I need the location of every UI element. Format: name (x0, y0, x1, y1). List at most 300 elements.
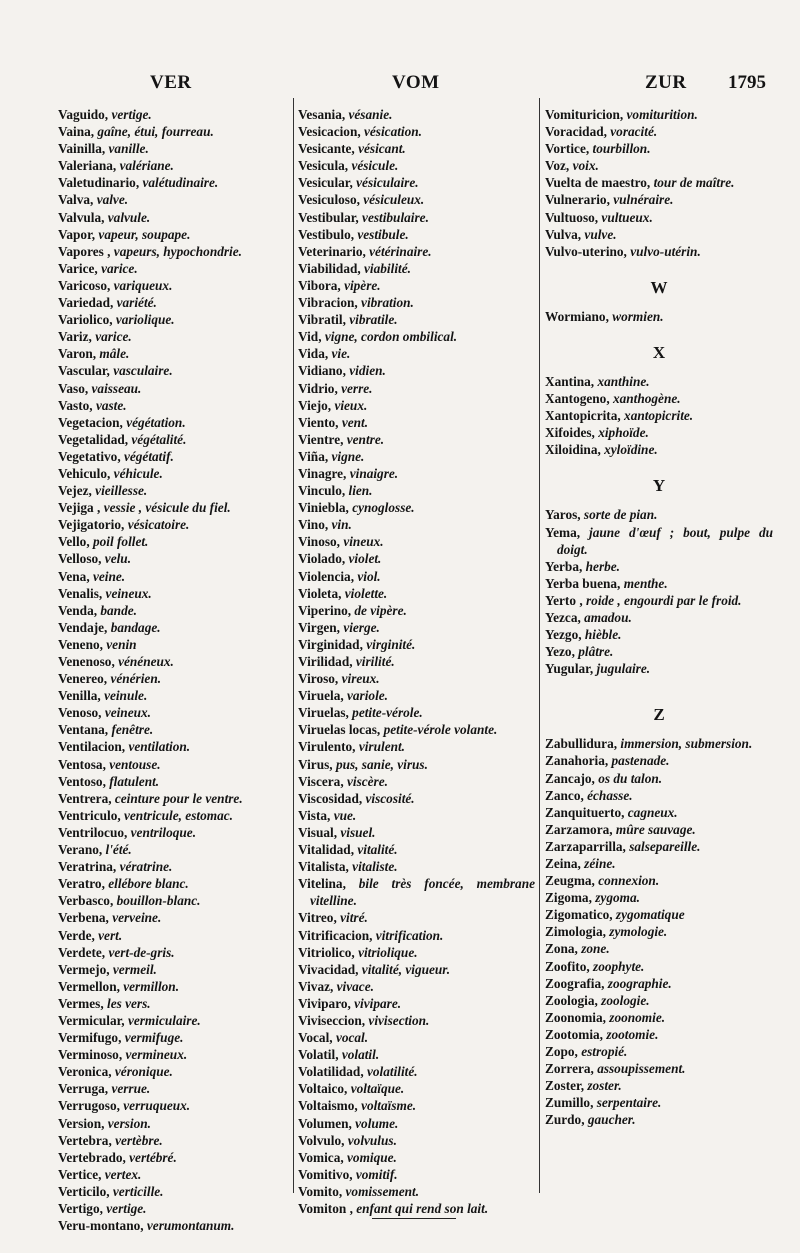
spanish-headword: Vitelina, (298, 876, 346, 892)
dictionary-entry (58, 875, 290, 892)
spanish-headword: Vista, (298, 807, 331, 823)
french-translation: vigne, cordon ombilical. (324, 329, 458, 345)
french-translation: varice. (95, 329, 132, 345)
spanish-headword: Vomituricion, (545, 107, 624, 122)
spanish-headword: Voracidad, (545, 124, 607, 140)
entry-group-z (545, 735, 773, 1128)
french-translation: vertèbre. (115, 1132, 163, 1148)
dictionary-entry (58, 636, 290, 653)
dictionary-entry (58, 328, 290, 345)
spanish-headword: Viscera, (298, 773, 344, 789)
dictionary-entry (545, 992, 773, 1009)
spanish-headword: Vendaje, (58, 619, 108, 635)
dictionary-entry (298, 721, 535, 738)
dictionary-entry (58, 106, 290, 123)
dictionary-entry (298, 277, 535, 294)
dictionary-entry (298, 619, 535, 636)
header-left-guideword: VER (150, 72, 192, 93)
spanish-headword: Veterinario, (298, 243, 366, 259)
french-translation: verruqueux. (123, 1098, 191, 1114)
french-translation: zoster. (587, 1078, 622, 1094)
french-translation: zymologie. (609, 924, 668, 940)
dictionary-entry (58, 1183, 290, 1200)
spanish-headword: Yerto , (545, 592, 583, 608)
spanish-headword: Zanco, (545, 787, 584, 803)
dictionary-entry (298, 858, 535, 875)
french-translation: zoonomie. (609, 1009, 666, 1025)
spanish-headword: Vivaz, (298, 978, 334, 994)
french-translation: vitriolique. (358, 944, 418, 960)
french-translation: ventouse. (109, 756, 161, 772)
french-translation: voracité. (610, 124, 658, 140)
dictionary-entry (298, 1029, 535, 1046)
french-translation: variqueux. (113, 277, 173, 293)
dictionary-entry (298, 1200, 535, 1217)
dictionary-entry (298, 704, 535, 721)
spanish-headword: Virus, (298, 756, 333, 772)
spanish-headword: Vitreo, (298, 910, 337, 926)
french-translation: mûre sauvage. (615, 821, 696, 837)
spanish-headword: Vitriolico, (298, 944, 355, 960)
dictionary-entry (58, 1149, 290, 1166)
spanish-headword: Verbena, (58, 910, 109, 926)
french-translation: zéine. (584, 856, 616, 871)
dictionary-entry (298, 1080, 535, 1097)
dictionary-entry (298, 585, 535, 602)
dictionary-entry (545, 1077, 773, 1094)
dictionary-entry (545, 390, 773, 407)
dictionary-entry (58, 961, 290, 978)
french-translation: vésiculaire. (356, 175, 419, 191)
dictionary-entry (58, 397, 290, 414)
french-translation: zoophyte. (593, 958, 645, 974)
dictionary-entry (298, 516, 535, 533)
dictionary-entry (298, 243, 535, 260)
dictionary-entry (298, 568, 535, 585)
dictionary-entry (545, 940, 773, 957)
running-header (0, 72, 800, 102)
dictionary-entry (58, 824, 290, 841)
dictionary-entry (58, 841, 290, 858)
french-translation: voltaïque. (350, 1081, 405, 1097)
spanish-headword: Xiloidina, (545, 442, 601, 458)
french-translation: cagneux. (627, 804, 678, 820)
spanish-headword: Vasto, (58, 397, 93, 413)
spanish-headword: Vaina, (58, 124, 95, 140)
dictionary-entry (545, 855, 773, 872)
french-translation: vésanie. (348, 107, 393, 122)
spanish-headword: Zeugma, (545, 873, 595, 889)
french-translation: gaîne, étui, fourreau. (97, 124, 214, 140)
dictionary-entry (298, 670, 535, 687)
dictionary-entry (58, 1217, 290, 1234)
dictionary-entry (58, 294, 290, 311)
section-heading-y: Y (652, 476, 666, 496)
spanish-headword: Verrugoso, (58, 1098, 120, 1114)
spanish-headword: Volatilidad, (298, 1064, 364, 1080)
french-translation: veinule. (104, 688, 148, 704)
french-translation: verticille. (112, 1183, 164, 1199)
dictionary-entry (58, 909, 290, 926)
french-translation: ventriloque. (130, 824, 197, 840)
french-translation: vaisseau. (91, 380, 142, 396)
french-translation: vasculaire. (113, 363, 173, 379)
dictionary-entry (298, 841, 535, 858)
dictionary-entry (298, 397, 535, 414)
french-translation: vitaliste. (352, 859, 398, 875)
french-translation: véronique. (114, 1064, 173, 1080)
dictionary-entry (298, 362, 535, 379)
french-translation: vaste. (95, 397, 127, 413)
dictionary-entry (298, 1063, 535, 1080)
spanish-headword: Vultuoso, (545, 209, 599, 225)
french-translation: véhicule. (113, 465, 163, 481)
spanish-headword: Viviseccion, (298, 1012, 366, 1028)
dictionary-entry (545, 906, 773, 923)
dictionary-entry (298, 414, 535, 431)
spanish-headword: Vinculo, (298, 483, 346, 499)
spanish-headword: Vesicante, (298, 141, 355, 157)
french-translation: venin (106, 636, 137, 652)
dictionary-column-3 (545, 106, 773, 1129)
spanish-headword: Vaguido, (58, 107, 109, 122)
dictionary-entry (298, 550, 535, 567)
spanish-headword: Vid, (298, 329, 322, 345)
spanish-headword: Vermes, (58, 995, 104, 1011)
dictionary-entry (58, 585, 290, 602)
dictionary-entry (545, 226, 773, 243)
spanish-headword: Vomica, (298, 1149, 344, 1165)
dictionary-entry (545, 558, 773, 575)
spanish-headword: Ventosa, (58, 756, 106, 772)
french-translation: violet. (348, 551, 382, 567)
spanish-headword: Vidiano, (298, 363, 346, 379)
french-translation: vertex. (104, 1166, 142, 1182)
french-translation: vivipare. (354, 995, 402, 1011)
spanish-headword: Veratrina, (58, 859, 117, 875)
dictionary-entry (545, 209, 773, 226)
spanish-headword: Volumen, (298, 1115, 352, 1131)
french-translation: vertige. (111, 107, 152, 122)
dictionary-entry (58, 499, 290, 516)
french-translation: vultueux. (601, 209, 653, 225)
spanish-headword: Venda, (58, 602, 98, 618)
french-translation: variété. (116, 295, 157, 311)
french-translation: pastenade. (611, 753, 670, 769)
french-translation: pus, sanie, virus. (335, 756, 428, 772)
spanish-headword: Vitalidad, (298, 842, 355, 858)
dictionary-entry (545, 424, 773, 441)
dictionary-entry (58, 191, 290, 208)
dictionary-entry (58, 209, 290, 226)
spanish-headword: Ventrera, (58, 790, 112, 806)
dictionary-entry (298, 431, 535, 448)
spanish-headword: Varicoso, (58, 277, 111, 293)
dictionary-entry (545, 889, 773, 906)
dictionary-entry (58, 550, 290, 567)
dictionary-entry (298, 927, 535, 944)
spanish-headword: Verbasco, (58, 893, 114, 909)
dictionary-entry (298, 790, 535, 807)
french-translation: vulve. (584, 226, 617, 242)
french-translation: verre. (341, 380, 373, 396)
spanish-headword: Yezca, (545, 609, 581, 625)
spanish-headword: Vejez, (58, 483, 92, 499)
dictionary-entry (298, 1132, 535, 1149)
french-translation: lien. (348, 483, 373, 499)
french-translation: vibration. (361, 295, 414, 311)
spanish-headword: Vientre, (298, 431, 344, 447)
spanish-headword: Viruelas, (298, 705, 349, 721)
spanish-headword: Zoologia, (545, 992, 598, 1008)
spanish-headword: Vermicular, (58, 1012, 125, 1028)
dictionary-entry (58, 892, 290, 909)
spanish-headword: Valvula, (58, 209, 105, 225)
spanish-headword: Vapores , (58, 243, 111, 259)
french-translation: salsepareille. (629, 838, 701, 854)
spanish-headword: Variolico, (58, 312, 113, 328)
french-translation: vénérien. (110, 671, 162, 687)
spanish-headword: Vertice, (58, 1166, 102, 1182)
french-translation: vésiculeux. (363, 192, 425, 208)
french-translation: volatilité. (366, 1064, 418, 1080)
dictionary-entry (58, 448, 290, 465)
french-translation: veineux. (105, 585, 152, 601)
dictionary-entry (58, 1200, 290, 1217)
french-translation: vulnéraire. (613, 192, 674, 208)
dictionary-entry (298, 311, 535, 328)
french-translation: variole. (347, 688, 388, 704)
dictionary-entry (58, 414, 290, 431)
spanish-headword: Yaros, (545, 507, 581, 523)
dictionary-entry (298, 961, 535, 978)
french-translation: bandage. (110, 619, 161, 635)
french-translation: vestibulaire. (362, 209, 429, 225)
dictionary-entry (545, 821, 773, 838)
dictionary-entry (545, 1026, 773, 1043)
spanish-headword: Zoster, (545, 1078, 585, 1094)
spanish-headword: Venilla, (58, 688, 101, 704)
dictionary-entry (58, 174, 290, 191)
spanish-headword: Viroso, (298, 671, 339, 687)
french-translation: vue. (333, 807, 357, 823)
french-translation: velu. (104, 551, 132, 567)
spanish-headword: Zabullidura, (545, 736, 618, 752)
french-translation: bile très foncée, membrane vitelline. (310, 876, 535, 909)
french-translation: herbe. (585, 558, 620, 574)
dictionary-entry (545, 592, 773, 609)
spanish-headword: Ventrilocuo, (58, 824, 128, 840)
dictionary-entry (58, 140, 290, 157)
french-translation: vomitif. (355, 1166, 398, 1182)
header-middle-guideword: VOM (392, 72, 440, 93)
spanish-headword: Vesicacion, (298, 124, 361, 140)
dictionary-entry (298, 157, 535, 174)
dictionary-entry (298, 533, 535, 550)
dictionary-entry (298, 807, 535, 824)
spanish-headword: Vulva, (545, 226, 582, 242)
spanish-headword: Zeina, (545, 856, 581, 871)
french-translation: vanille. (108, 141, 149, 157)
spanish-headword: Vinagre, (298, 465, 347, 481)
french-translation: vapeur, soupape. (98, 226, 191, 242)
french-translation: vocal. (335, 1030, 369, 1046)
french-translation: zoologie. (601, 992, 650, 1008)
dictionary-entry (545, 609, 773, 626)
dictionary-entry (298, 191, 535, 208)
french-translation: assoupissement. (597, 1061, 686, 1077)
entry-group-v (545, 106, 773, 260)
spanish-headword: Vesiculoso, (298, 192, 360, 208)
dictionary-entry (58, 1046, 290, 1063)
spanish-headword: Viruela, (298, 688, 344, 704)
dictionary-entry (298, 944, 535, 961)
dictionary-entry (58, 157, 290, 174)
french-translation: jaune d'œuf ; bout, pulpe du doigt. (557, 524, 773, 557)
spanish-headword: Ventana, (58, 722, 109, 738)
dictionary-entry (298, 653, 535, 670)
french-translation: vénéneux. (118, 654, 174, 669)
dictionary-entry (545, 524, 773, 558)
spanish-headword: Zimologia, (545, 924, 606, 940)
french-translation: vermeil. (112, 961, 157, 977)
spanish-headword: Vertebrado, (58, 1149, 126, 1165)
spanish-headword: Violado, (298, 551, 346, 567)
dictionary-entry (58, 773, 290, 790)
french-translation: tourbillon. (592, 141, 651, 157)
french-translation: zoographie. (607, 975, 672, 991)
spanish-headword: Violencia, (298, 568, 355, 584)
spanish-headword: Vitrificacion, (298, 927, 373, 943)
spanish-headword: Venenoso, (58, 654, 115, 669)
french-translation: valve. (96, 192, 129, 208)
french-translation: vésicatoire. (127, 517, 190, 533)
french-translation: les vers. (107, 995, 151, 1011)
spanish-headword: Vertebra, (58, 1132, 112, 1148)
spanish-headword: Zumillo, (545, 1095, 594, 1111)
dictionary-entry (545, 752, 773, 769)
spanish-headword: Zoofito, (545, 958, 590, 974)
french-translation: xiphoïde. (598, 425, 649, 441)
spanish-headword: Vibratil, (298, 312, 346, 328)
french-translation: volume. (355, 1115, 399, 1131)
french-translation: valvule. (107, 209, 151, 225)
dictionary-entry (298, 1115, 535, 1132)
french-translation: échasse. (587, 787, 633, 803)
dictionary-entry (298, 773, 535, 790)
french-translation: vin. (331, 517, 352, 533)
dictionary-entry (545, 123, 773, 140)
dictionary-entry (298, 636, 535, 653)
dictionary-entry (545, 506, 773, 523)
french-translation: ventilation. (128, 739, 191, 755)
spanish-headword: Zona, (545, 941, 578, 957)
spanish-headword: Vestibulo, (298, 226, 355, 242)
spanish-headword: Variedad, (58, 295, 114, 311)
dictionary-entry (58, 738, 290, 755)
spanish-headword: Ventoso, (58, 773, 106, 789)
dictionary-entry (545, 838, 773, 855)
french-translation: vitalité. (357, 842, 398, 858)
french-translation: végétalité. (131, 431, 187, 447)
dictionary-entry (58, 533, 290, 550)
spanish-headword: Zigomatico, (545, 907, 613, 923)
french-translation: poil follet. (92, 534, 149, 550)
spanish-headword: Venoso, (58, 705, 102, 721)
spanish-headword: Version, (58, 1115, 105, 1131)
spanish-headword: Vesania, (298, 107, 346, 122)
dictionary-entry (298, 738, 535, 755)
french-translation: enfant qui rend son lait. (356, 1201, 489, 1216)
french-translation: zootomie. (606, 1026, 659, 1042)
spanish-headword: Vomitivo, (298, 1166, 353, 1182)
french-translation: os du talon. (598, 770, 663, 786)
spanish-headword: Varon, (58, 346, 97, 362)
french-translation: vivace. (336, 978, 374, 994)
spanish-headword: Xantogeno, (545, 391, 610, 407)
spanish-headword: Velloso, (58, 551, 102, 567)
french-translation: vératrine. (119, 859, 173, 875)
section-heading-w: W (650, 277, 668, 297)
spanish-headword: Vehiculo, (58, 465, 111, 481)
french-translation: vomique. (347, 1149, 397, 1165)
french-translation: vermiculaire. (127, 1012, 201, 1028)
spanish-headword: Xantopicrita, (545, 408, 621, 424)
spanish-headword: Vermifugo, (58, 1030, 122, 1046)
dictionary-entry (298, 209, 535, 226)
spanish-headword: Varice, (58, 260, 98, 276)
spanish-headword: Vaso, (58, 380, 89, 396)
spanish-headword: Vegetacion, (58, 414, 123, 430)
dictionary-entry (545, 1060, 773, 1077)
french-translation: jugulaire. (596, 661, 651, 677)
french-translation: vitrification. (375, 927, 444, 943)
dictionary-entry (298, 465, 535, 482)
dictionary-entry (58, 516, 290, 533)
french-translation: xanthine. (597, 373, 650, 389)
french-translation: vertébré. (129, 1149, 177, 1165)
spanish-headword: Vinoso, (298, 534, 340, 550)
spanish-headword: Vejiga , (58, 500, 101, 516)
header-right-guideword: ZUR (645, 72, 687, 93)
dictionary-entry (58, 602, 290, 619)
dictionary-entry (545, 975, 773, 992)
dictionary-entry (545, 407, 773, 424)
spanish-headword: Voz, (545, 158, 570, 174)
dictionary-entry (58, 362, 290, 379)
spanish-headword: Viña, (298, 448, 329, 464)
spanish-headword: Yerba buena, (545, 575, 621, 591)
spanish-headword: Vermejo, (58, 961, 110, 977)
french-translation: vibratile. (349, 312, 398, 328)
spanish-headword: Vegetalidad, (58, 431, 129, 447)
french-translation: vert-de-gris. (108, 944, 175, 960)
french-translation: estropié. (581, 1044, 628, 1060)
spanish-headword: Vibora, (298, 277, 341, 293)
spanish-headword: Wormiano, (545, 308, 609, 324)
french-translation: ventricule, estomac. (124, 807, 233, 823)
spanish-headword: Vegetativo, (58, 448, 121, 464)
spanish-headword: Zanquituerto, (545, 804, 625, 820)
spanish-headword: Xantina, (545, 373, 595, 389)
dictionary-entry (545, 1009, 773, 1026)
french-translation: vierge. (343, 619, 380, 635)
spanish-headword: Verticilo, (58, 1183, 110, 1199)
french-translation: vipère. (344, 277, 381, 293)
spanish-headword: Venalis, (58, 585, 103, 601)
french-translation: roide , engourdi par le froid. (586, 592, 742, 608)
dictionary-entry (545, 191, 773, 208)
